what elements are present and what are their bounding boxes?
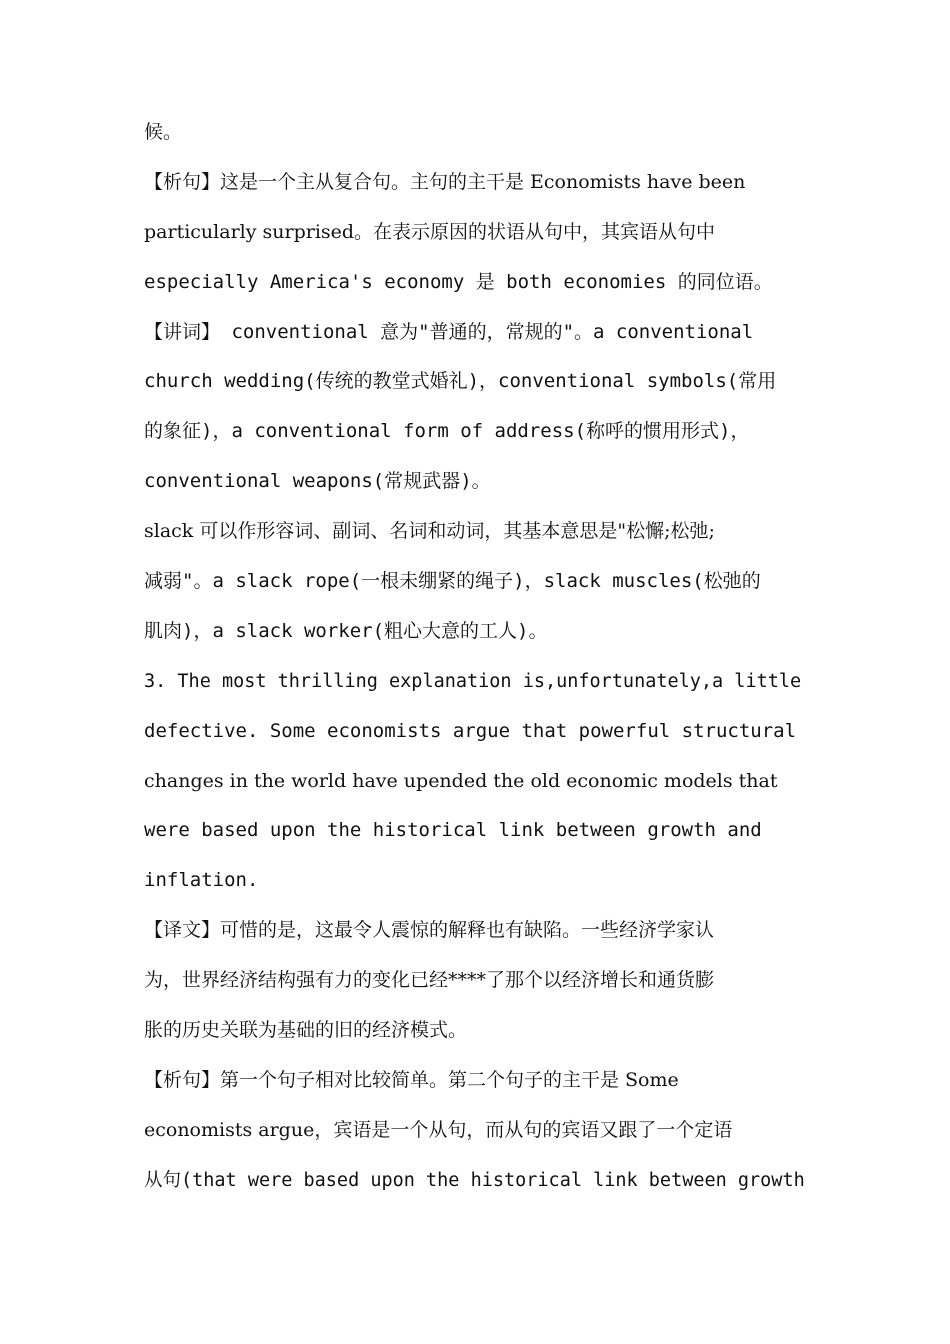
document-page xyxy=(144,108,810,1206)
text-line-8: conventional weapons(常规武器)。 xyxy=(144,470,491,493)
text-line-21: economists argue，宾语是一个从句，而从句的宾语又跟了一个定语 xyxy=(144,1118,733,1141)
text-line-6: church wedding(传统的教堂式婚礼)，conventional symbols(常用 xyxy=(144,370,777,393)
text-line-20: 【析句】第一个句子相对比较简单。第二个句子的主干是 Some xyxy=(144,1068,679,1091)
text-line-3: particularly surprised。在表示原因的状语从句中，其宾语从句中 xyxy=(144,220,716,243)
text-line-16: inflation. xyxy=(144,869,259,892)
text-line-1: 候。 xyxy=(144,121,183,143)
text-line-10: 减弱"。a slack rope(一根未绷紧的绳子)，slack muscles(松弛的 xyxy=(144,570,761,593)
text-line-14: changes in the world have upended the old economic models that xyxy=(144,769,778,792)
text-line-9: slack 可以作形容词、副词、名词和动词，其基本意思是"松懈;松弛; xyxy=(144,520,715,543)
text-line-15: were based upon the historical link between growth and xyxy=(144,819,762,842)
text-line-2: 【析句】这是一个主从复合句。主句的主干是 Economists have been xyxy=(144,170,746,193)
text-line-18: 为，世界经济结构强有力的变化已经****了那个以经济增长和通货膨 xyxy=(144,969,715,992)
text-line-22: 从句(that were based upon the historical link between growth xyxy=(144,1169,805,1191)
text-line-5: 【讲词】 conventional 意为"普通的，常规的"。a conventional xyxy=(144,320,754,343)
text-line-12: 3. The most thrilling explanation is,unfortunately,a little xyxy=(144,670,802,692)
text-line-19: 胀的历史关联为基础的旧的经济模式。 xyxy=(144,1019,468,1042)
text-line-4: especially America's economy 是 both economies 的同位语。 xyxy=(144,270,773,293)
text-line-11: 肌肉)，a slack worker(粗心大意的工人)。 xyxy=(144,619,548,642)
text-line-7: 的象征)，a conventional form of address(称呼的惯用形式)， xyxy=(144,420,750,443)
text-line-17: 【译文】可惜的是，这最令人震惊的解释也有缺陷。一些经济学家认 xyxy=(144,919,715,942)
text-line-13: defective. Some economists argue that powerful structural xyxy=(144,719,797,742)
